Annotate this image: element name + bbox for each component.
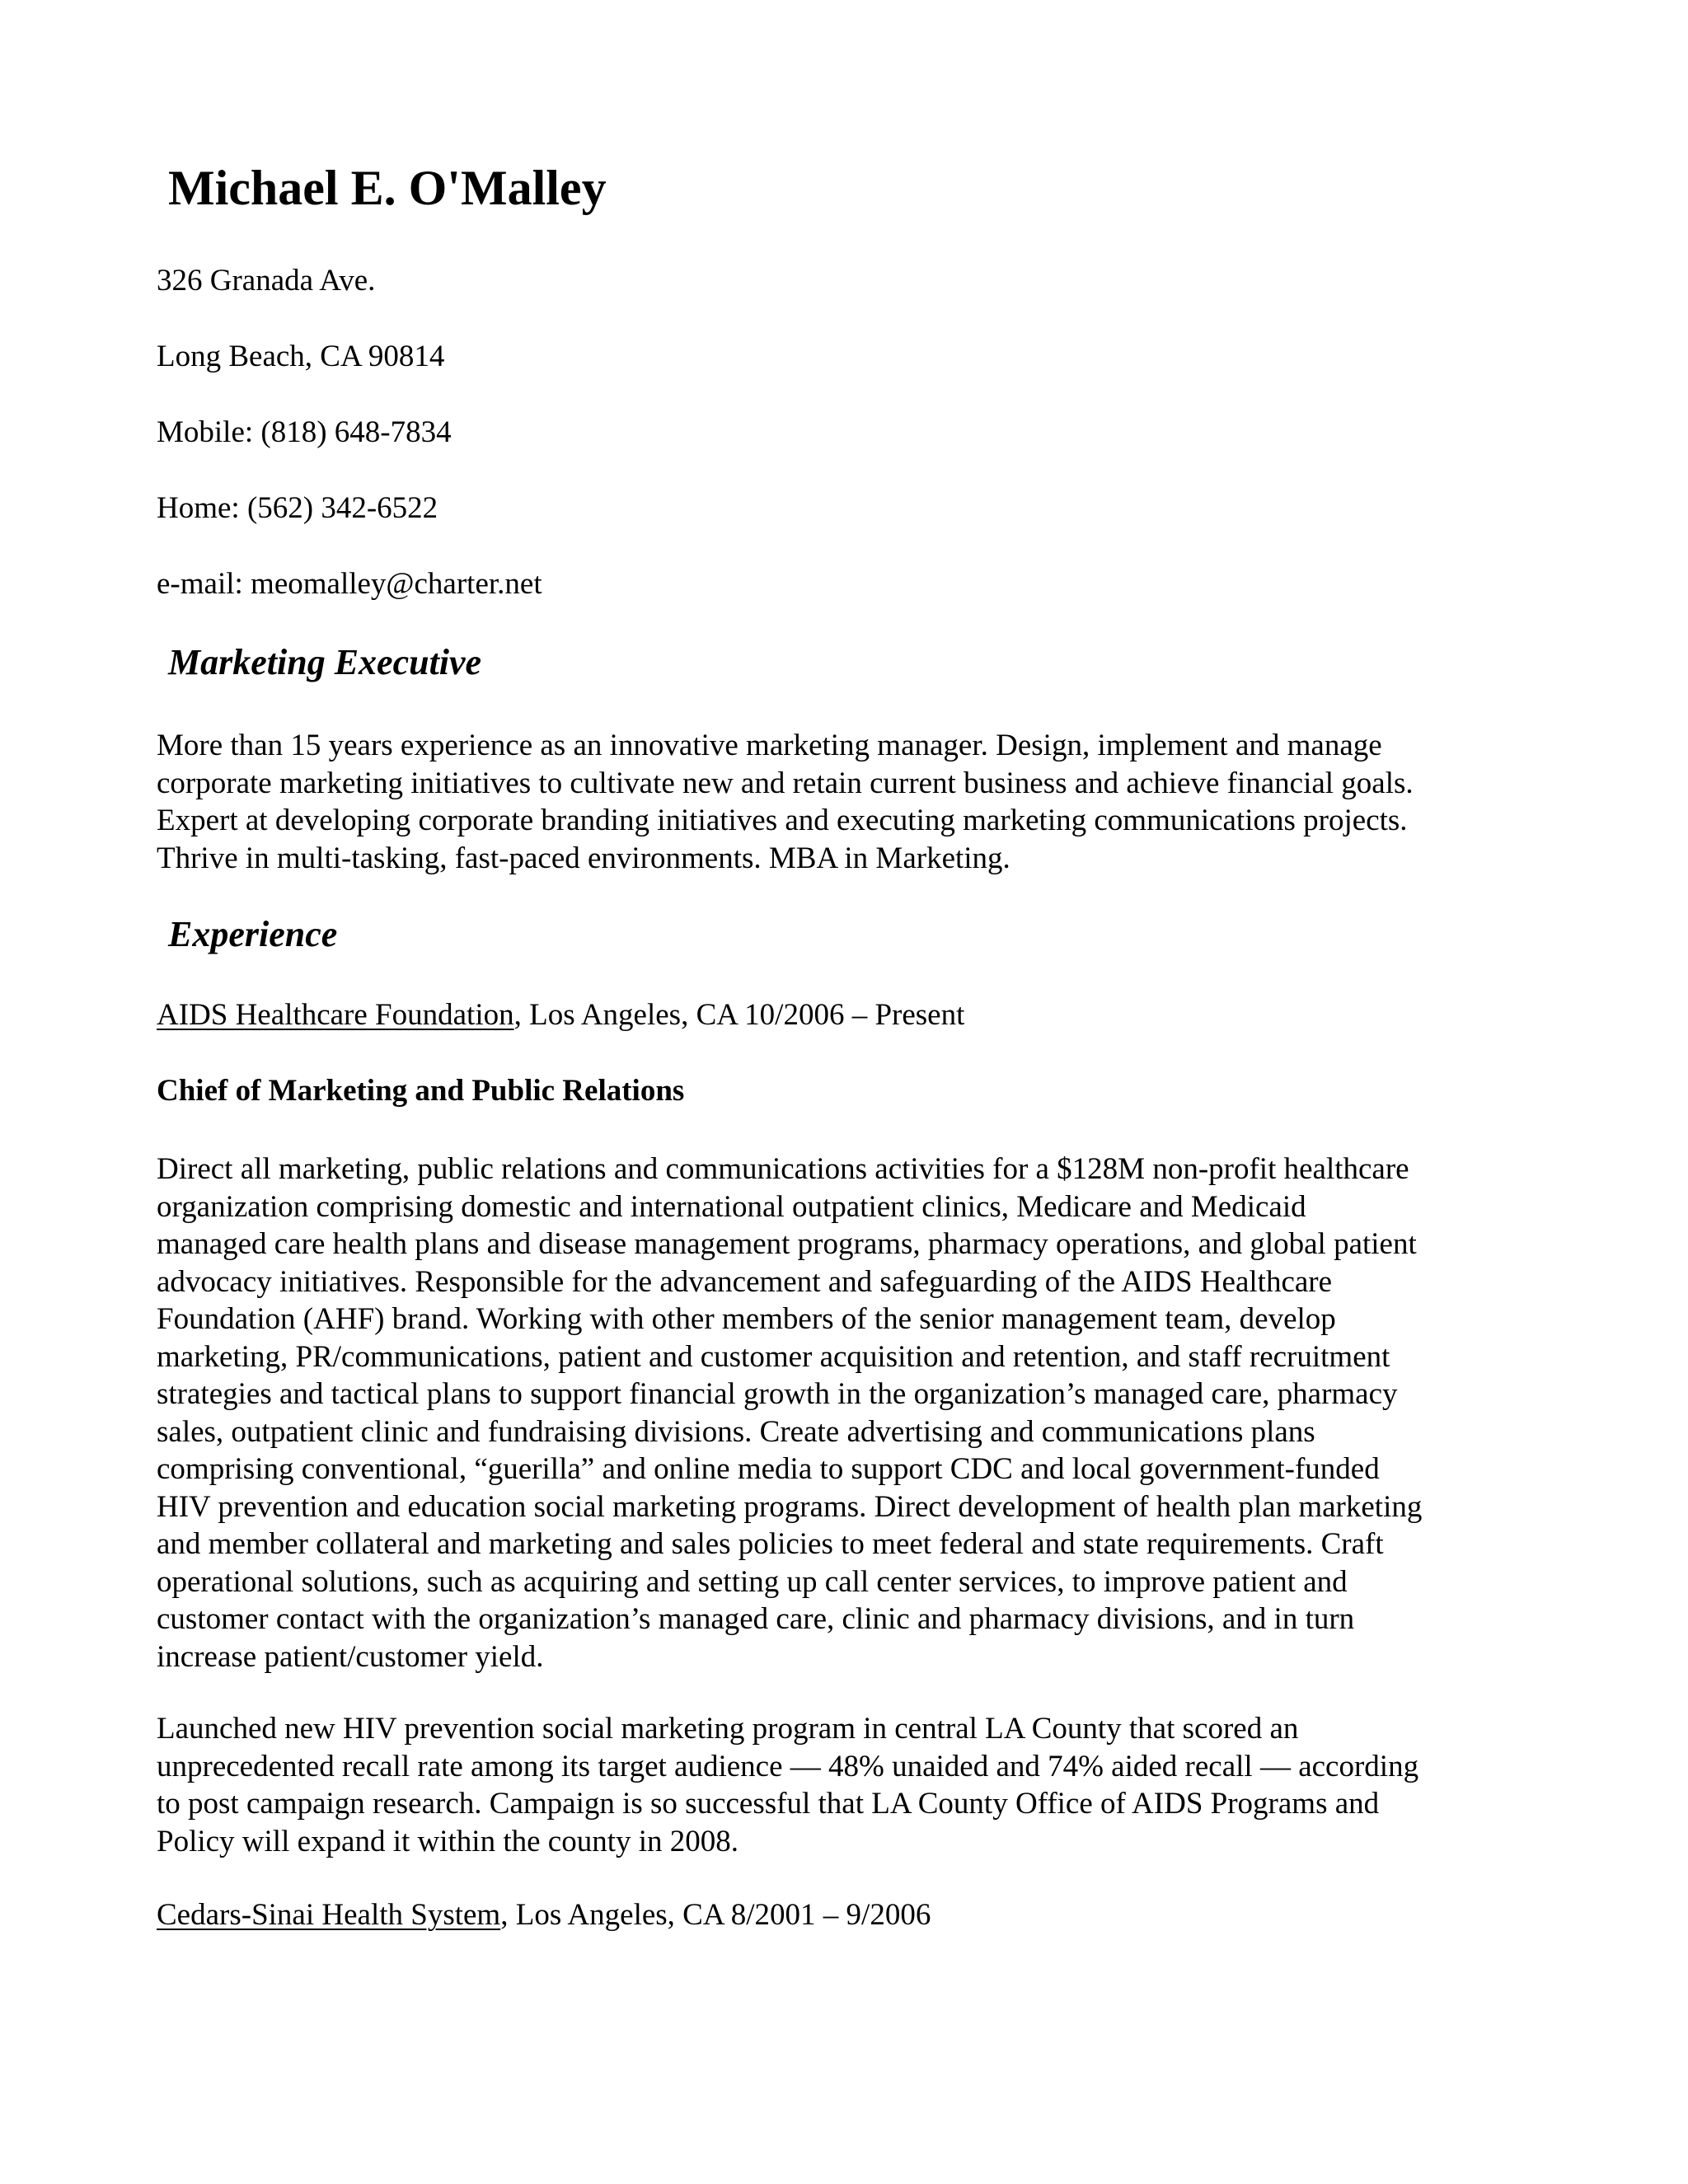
summary-line: More than 15 years experience as an innovative marketing manager. Design, implement and manage <box>157 729 1382 762</box>
job-2-employer-link[interactable]: Cedars-Sinai Health System <box>157 1898 501 1932</box>
job-1-description-line: sales, outpatient clinic and fundraising divisions. Create advertising and communications plans <box>157 1414 1315 1449</box>
job-1-employer-line <box>157 1000 964 1030</box>
job-1-description-line: and member collateral and marketing and sales policies to meet federal and state requirements. Craft <box>157 1527 1384 1561</box>
job-2-employer-line <box>157 1900 931 1930</box>
job-1-description-line: managed care health plans and disease management programs, pharmacy operations, and global patient <box>157 1227 1417 1261</box>
job-1-description-line: Direct all marketing, public relations and communications activities for a $128M non-profit healthcare <box>157 1152 1409 1186</box>
experience-heading: Experience <box>168 914 338 954</box>
summary-line: Thrive in multi-tasking, fast-paced environments. MBA in Marketing. <box>157 841 1010 875</box>
job-1-achievement <box>157 1710 1558 1860</box>
job-1-achievement-line: unprecedented recall rate among its target audience — 48% unaided and 74% aided recall — according <box>157 1749 1419 1783</box>
job-1-description-line: comprising conventional, “guerilla” and online media to support CDC and local government-funded <box>157 1452 1380 1486</box>
address-line-2: Long Beach, CA 90814 <box>157 340 445 373</box>
job-1-employer-link[interactable]: AIDS Healthcare Foundation <box>157 998 514 1032</box>
job-1-achievement-line: Launched new HIV prevention social marketing program in central LA County that scored an <box>157 1712 1299 1746</box>
summary-paragraph <box>157 727 1558 877</box>
address-line-1: 326 Granada Ave. <box>157 264 376 298</box>
job-1-achievement-line: Policy will expand it within the county in 2008. <box>157 1824 739 1858</box>
job-1-description-line: increase patient/customer yield. <box>157 1639 544 1674</box>
email-address: e-mail: meomalley@charter.net <box>157 567 542 601</box>
mobile-phone: Mobile: (818) 648-7834 <box>157 415 452 449</box>
job-1-description-line: advocacy initiatives. Responsible for the advancement and safeguarding of the AIDS Healthcare <box>157 1264 1333 1299</box>
summary-heading: Marketing Executive <box>168 642 482 682</box>
summary-line: Expert at developing corporate branding initiatives and executing marketing communications projects. <box>157 804 1408 837</box>
job-2-location-dates: , Los Angeles, CA 8/2001 – 9/2006 <box>500 1898 931 1932</box>
home-phone: Home: (562) 342-6522 <box>157 491 438 525</box>
job-1-description-line: organization comprising domestic and international outpatient clinics, Medicare and Medicaid <box>157 1189 1306 1224</box>
job-1-description-line: HIV prevention and education social marketing programs. Direct development of health plan marketing <box>157 1489 1423 1524</box>
job-1-description-line: Foundation (AHF) brand. Working with other members of the senior management team, develop <box>157 1302 1336 1336</box>
job-1-description-line: operational solutions, such as acquiring and setting up call center services, to improve patient and <box>157 1564 1348 1599</box>
job-1-title: Chief of Marketing and Public Relations <box>157 1074 685 1108</box>
job-1-description-line: customer contact with the organization’s managed care, clinic and pharmacy divisions, and in turn <box>157 1602 1355 1636</box>
job-1-description <box>157 1151 1558 1675</box>
summary-line: corporate marketing initiatives to cultivate new and retain current business and achieve financial goals. <box>157 766 1414 800</box>
job-1-description-line: strategies and tactical plans to support financial growth in the organization’s managed care, pharmacy <box>157 1377 1398 1411</box>
job-1-achievement-line: to post campaign research. Campaign is so successful that LA County Office of AIDS Programs and <box>157 1787 1380 1821</box>
job-1-location-dates: , Los Angeles, CA 10/2006 – Present <box>513 998 965 1032</box>
candidate-name: Michael E. O'Malley <box>168 161 607 215</box>
job-1-description-line: marketing, PR/communications, patient and customer acquisition and retention, and staff recruitment <box>157 1339 1390 1374</box>
